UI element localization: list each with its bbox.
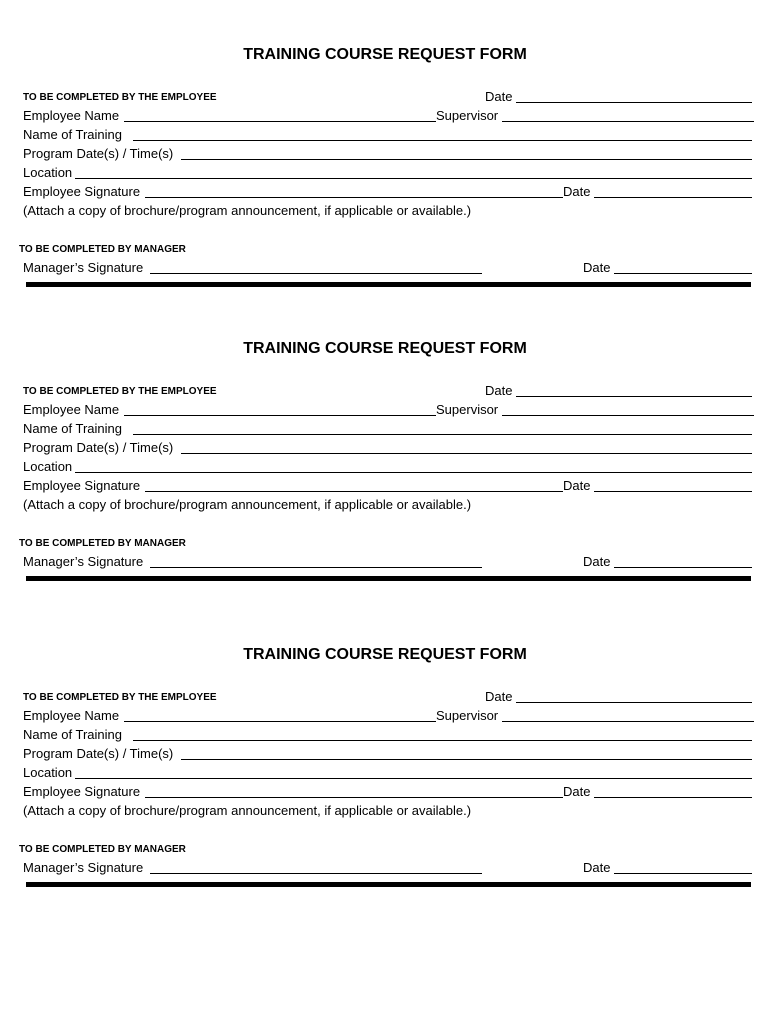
location-label: Location (23, 765, 73, 780)
manager-date-field[interactable] (583, 552, 752, 571)
location-field[interactable] (23, 457, 752, 476)
employee-name-line (124, 415, 436, 416)
employee-signature-line (145, 197, 563, 198)
supervisor-label: Supervisor (436, 708, 499, 723)
location-field[interactable] (23, 163, 752, 182)
signature-date-line (594, 197, 752, 198)
training-request-form-3 (0, 645, 770, 945)
attach-note: (Attach a copy of brochure/program announcement, if applicable or available.) (23, 203, 472, 218)
employee-signature-line (145, 491, 563, 492)
location-line (75, 472, 752, 473)
manager-section-heading: TO BE COMPLETED BY MANAGER (19, 844, 186, 855)
request-date-label: Date (485, 89, 513, 104)
program-dates-field[interactable] (23, 144, 752, 163)
employee-section-heading: TO BE COMPLETED BY THE EMPLOYEE (23, 692, 217, 703)
employee-signature-field[interactable] (23, 782, 563, 801)
employee-name-line (124, 121, 436, 122)
employee-name-label: Employee Name (23, 402, 120, 417)
request-date-label: Date (485, 383, 513, 398)
request-date-field[interactable] (485, 687, 752, 706)
supervisor-label: Supervisor (436, 108, 499, 123)
manager-signature-line (150, 873, 482, 874)
manager-signature-field[interactable] (23, 258, 482, 277)
employee-name-field[interactable] (23, 706, 436, 725)
employee-signature-line (145, 797, 563, 798)
employee-signature-label: Employee Signature (23, 784, 141, 799)
program-dates-line (181, 759, 752, 760)
manager-signature-label: Manager’s Signature (23, 860, 144, 875)
form-divider (26, 282, 751, 287)
location-field[interactable] (23, 763, 752, 782)
training-request-form-2 (0, 339, 770, 639)
training-name-line (133, 740, 752, 741)
program-dates-line (181, 453, 752, 454)
request-date-field[interactable] (485, 381, 752, 400)
training-name-field[interactable] (23, 725, 752, 744)
signature-date-field[interactable] (563, 782, 752, 801)
supervisor-field[interactable] (436, 400, 754, 419)
manager-date-line (614, 567, 752, 568)
training-name-field[interactable] (23, 419, 752, 438)
form-title: TRAINING COURSE REQUEST FORM (243, 646, 527, 663)
employee-name-line (124, 721, 436, 722)
training-name-line (133, 434, 752, 435)
location-line (75, 178, 752, 179)
manager-date-line (614, 273, 752, 274)
program-dates-line (181, 159, 752, 160)
supervisor-line (502, 415, 754, 416)
attach-note: (Attach a copy of brochure/program announcement, if applicable or available.) (23, 803, 472, 818)
form-title: TRAINING COURSE REQUEST FORM (243, 46, 527, 63)
employee-name-label: Employee Name (23, 108, 120, 123)
manager-date-line (614, 873, 752, 874)
training-request-form-1 (0, 45, 770, 345)
signature-date-field[interactable] (563, 476, 752, 495)
signature-date-label: Date (563, 784, 591, 799)
employee-section-heading: TO BE COMPLETED BY THE EMPLOYEE (23, 386, 217, 397)
signature-date-line (594, 797, 752, 798)
manager-signature-field[interactable] (23, 858, 482, 877)
request-date-line (516, 102, 752, 103)
manager-date-label: Date (583, 554, 611, 569)
manager-signature-line (150, 273, 482, 274)
employee-section-heading: TO BE COMPLETED BY THE EMPLOYEE (23, 92, 217, 103)
employee-signature-label: Employee Signature (23, 184, 141, 199)
request-date-line (516, 396, 752, 397)
training-name-line (133, 140, 752, 141)
supervisor-label: Supervisor (436, 402, 499, 417)
manager-signature-line (150, 567, 482, 568)
employee-name-field[interactable] (23, 106, 436, 125)
manager-section-heading: TO BE COMPLETED BY MANAGER (19, 244, 186, 255)
signature-date-line (594, 491, 752, 492)
training-name-label: Name of Training (23, 421, 122, 436)
manager-date-label: Date (583, 260, 611, 275)
program-dates-label: Program Date(s) / Time(s) (23, 146, 174, 161)
form-divider (26, 882, 751, 887)
supervisor-field[interactable] (436, 106, 754, 125)
location-label: Location (23, 459, 73, 474)
form-title: TRAINING COURSE REQUEST FORM (243, 340, 527, 357)
request-date-line (516, 702, 752, 703)
employee-signature-field[interactable] (23, 476, 563, 495)
request-date-label: Date (485, 689, 513, 704)
manager-date-label: Date (583, 860, 611, 875)
manager-signature-label: Manager’s Signature (23, 554, 144, 569)
signature-date-label: Date (563, 478, 591, 493)
program-dates-label: Program Date(s) / Time(s) (23, 746, 174, 761)
form-divider (26, 576, 751, 581)
supervisor-field[interactable] (436, 706, 754, 725)
request-date-field[interactable] (485, 87, 752, 106)
program-dates-field[interactable] (23, 744, 752, 763)
employee-name-field[interactable] (23, 400, 436, 419)
employee-name-label: Employee Name (23, 708, 120, 723)
manager-signature-label: Manager’s Signature (23, 260, 144, 275)
manager-signature-field[interactable] (23, 552, 482, 571)
attach-note: (Attach a copy of brochure/program announcement, if applicable or available.) (23, 497, 472, 512)
program-dates-field[interactable] (23, 438, 752, 457)
manager-date-field[interactable] (583, 858, 752, 877)
supervisor-line (502, 721, 754, 722)
training-name-field[interactable] (23, 125, 752, 144)
training-name-label: Name of Training (23, 727, 122, 742)
manager-section-heading: TO BE COMPLETED BY MANAGER (19, 538, 186, 549)
location-line (75, 778, 752, 779)
supervisor-line (502, 121, 754, 122)
training-name-label: Name of Training (23, 127, 122, 142)
employee-signature-field[interactable] (23, 182, 563, 201)
program-dates-label: Program Date(s) / Time(s) (23, 440, 174, 455)
location-label: Location (23, 165, 73, 180)
signature-date-label: Date (563, 184, 591, 199)
signature-date-field[interactable] (563, 182, 752, 201)
manager-date-field[interactable] (583, 258, 752, 277)
employee-signature-label: Employee Signature (23, 478, 141, 493)
